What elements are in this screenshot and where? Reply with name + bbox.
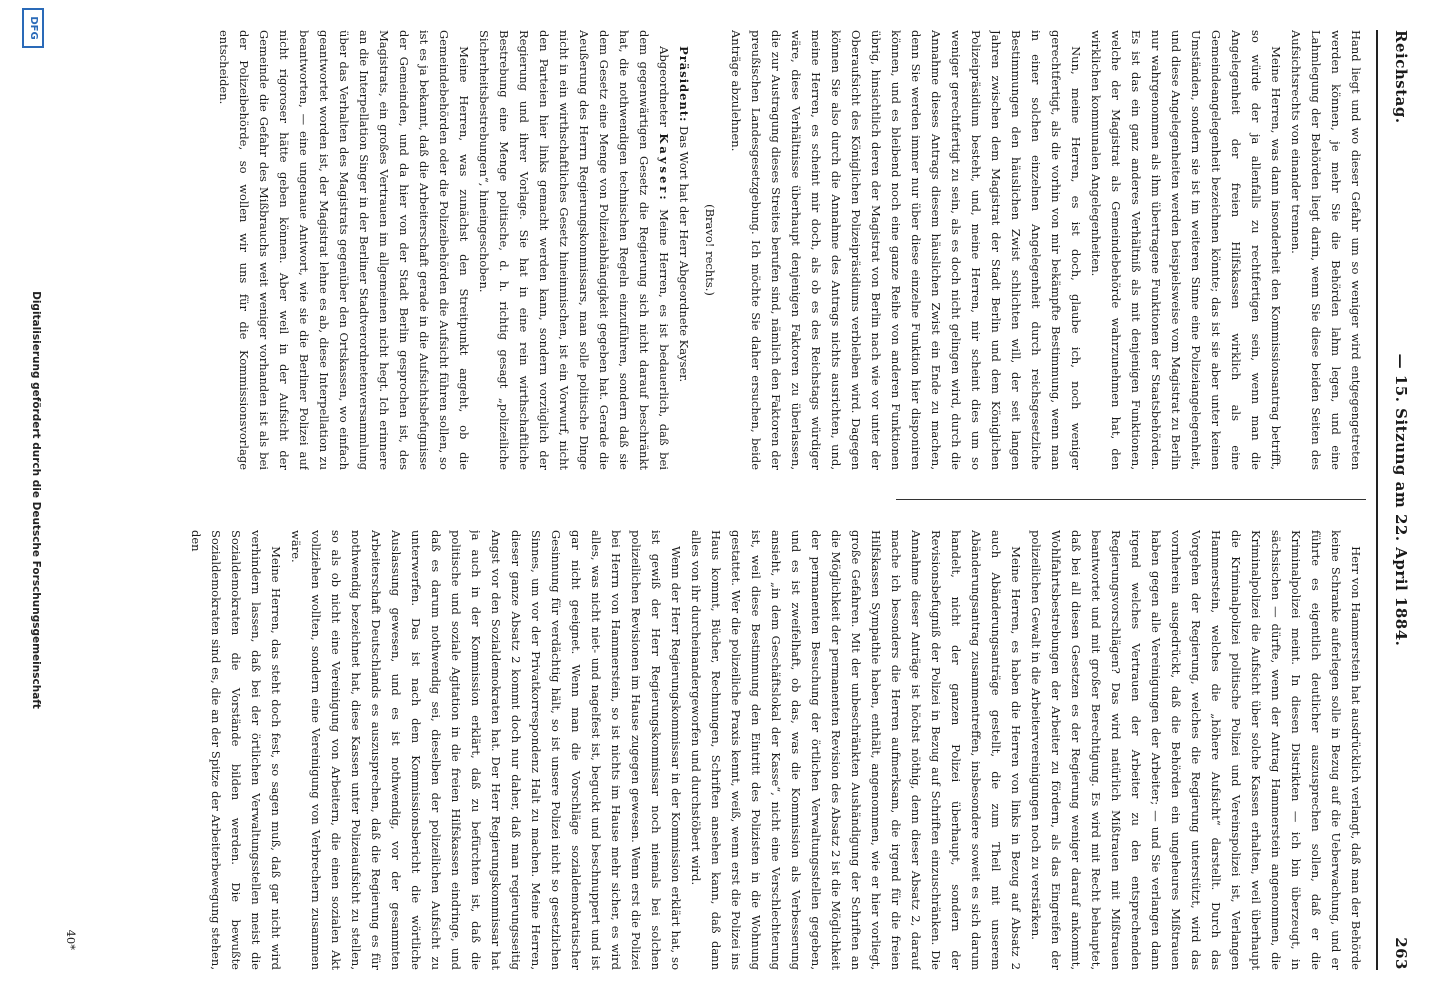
digitization-sidebar	[0, 0, 48, 1000]
paragraph: Wenn der Herr Regierungskommissar in der Kommission erklärt hat, so ist gewiß der Herr Regierungskommissar noch niemals bei solchen polizeilichen Revisionen im Hause zugegen gewesen. Wenn erst die Polizei bei Herrn von Hammerstein, so ist nichts im Hause mehr sicher, es wird alles, was nicht niet- und nagelfest ist, beguckt und beschnuppert und ist gar nicht geeignet. Wenn man die Vorschläge sozialdemokratischer Gesinnung für verdächtig hält, so ist unsere Polizei nicht so gesetzlichen Sinnes, um vor der Privatkorrespondenz Halt zu machen. Meine Herren, dieser ganze Absatz 2 kommt doch nur daher, daß man regierungsseitig Angst vor den Sozialdemokraten hat. Der Herr Regierungskommissar hat ja auch in der Kommission erklärt, daß zu befürchten ist, daß die politische und soziale Agitation in die freien Hilfskassen eindringe, und daß es darum nothwendig sei, dieselben der polizeilichen Aufsicht zu unterwerfen. Das ist nach dem Kommissionsbericht die wörtliche Auslassung gewesen, und es ist nothwendig, vor der gesammten Arbeiterschaft Deutschlands es auszusprechen, daß die Regierung es für nothwendig bezeichnet hat, diese Kassen unter Polizeiaufsicht zu stellen, so als ob nicht eine Vereinigung von Arbeitern, die einen sozialen Akt vollziehen wollten, sondern eine Vereinigung von Verbrechern zusammen wäre.	[289, 530, 683, 970]
header-rule	[1376, 30, 1378, 970]
dfg-credit: Digitalisierung gefördert durch die Deutsche Forschungsgemeinschaft	[30, 291, 42, 709]
right-column	[76, 530, 1366, 970]
dfg-logo[interactable]: DFG	[22, 8, 44, 48]
header-center: — 15. Sitzung am 22. April 1884.	[1392, 353, 1410, 647]
header-left: Reichstag.	[1392, 30, 1410, 124]
column-divider	[896, 499, 1366, 500]
paragraph: Hand liegt und wo dieser Gefahr um so weniger wird entgegengetreten werden können, je mehr Sie die Behörden lahm legen, und eine Lahmlegung der Behörden liegt darin, wenn Sie diese beiden Seiten des Aufsichtsrechts von einander trennen.	[1289, 30, 1363, 470]
paragraph: Meine Herren, es ist bedauerlich, daß bei dem gegenwärtigen Gesetz die Regierung sich nicht darauf beschränkt hat, die nothwendigen technischen Regeln einzuführen, sondern daß sie dem Gesetz eine Menge von Polizeiabhängigkeit gegeben hat. Gerade die Aeußerung des Herrn Regierungskommissars, man solle politische Dinge nicht in ein wirthschaftliches Gesetz hineinmischen, ist ein Vorwurf, nicht den Parteien hier links gemacht werden kann, sondern vorzüglich der Regierung und ihrer Vorlage. Sie hat in eine rein wirthschaftliche Bestrebung eine Menge politische, d. h. richtig gesagt „polizeiliche Sicherheitsbestrebungen“, hineingeschoben.	[477, 30, 671, 470]
paragraph: Nun, meine Herren, es ist doch, glaube ich, noch weniger gerechtfertigt, als die vorhin von mir bekämpfte Bestimmung, wenn man in einer solchen einzelnen Angelegenheit durch reichsgesetzliche Bestimmungen den häuslichen Zwist schlichten will, der seit langen Jahren zwischen dem Magistrat der Stadt Berlin und dem Königlichen Polizeipräsidium besteht, und, meine Herren, mir scheint dies um so weniger gerechtfertigt zu sein, als es doch nicht gelingen wird, durch die Annahme dieses Antrags diesem häuslichen Zwist ein Ende zu machen, denn Sie werden immer nur über diese einzelne Funktion hier disponiren können, und es bleibend noch eine ganze Reihe von anderen Funktionen übrig, hinsichtlich deren der Magistrat von Berlin nach wie vor unter der Oberaufsicht des Königlichen Polizeipräsidiums verbleiben wird. Dagegen können Sie also durch die Annahme des Antrags nichts ausrichten, und, meine Herren, es scheint mir doch, als ob es des Reichstags würdiger wäre, diese Verhältnisse überhaupt denjenigen Faktoren zu überlassen, die zur Austragung dieses Streites berufen sind, nämlich den Faktoren der preußischen Landesgesetzgebung. Ich möchte Sie daher ersuchen, beide Anträge abzulehnen.	[729, 30, 1083, 470]
page-number: 263	[1392, 937, 1410, 970]
kayser-intro: Abgeordneter	[657, 46, 671, 127]
running-header	[1380, 30, 1420, 970]
paragraph: Meine Herren, was dann insonderheit den Kommissionsantrag betrifft, so würde der ja allenfalls zu rechtfertigen sein, wenn man die Angelegenheit der freien Hilfskassen wirklich als eine Gemeindeangelegenheit bezeichnen könnte; das ist sie aber unter keinen Umständen, sondern sie ist im weiteren Sinne eine Polizeiangelegenheit, und diese Angelegenheiten werden beispielsweise vom Magistrat zu Berlin nur wahrgenommen als ihm übertragene Funktionen der Staatsbehörden. Es ist das ein ganz anderes Verhältniß als mit denjenigen Funktionen, welche der Magistrat als Gemeindebehörde wahrzunehmen hat, den wirklichen kommunalen Angelegenheiten.	[1089, 30, 1283, 470]
paragraph: Meine Herren, was zunächst den Streitpunkt angeht, ob die Gemeindebehörden oder die Polizeibehörden die Aufsicht führen sollen, so ist es ja bekannt, daß die Arbeiterschaft gerade in die Aufsichtsbefugnisse der Gemeinden, und da hier von der Stadt Berlin gesprochen ist, des Magistrats, ein großes Vertrauen im allgemeinen nicht hegt. Ich erinnere an die Interpellation Singer in der Berliner Stadtverordnetenversammlung über das Verhalten des Magistrats gegenüber den Ortskassen, wo einfach geantwortet worden ist, der Magistrat lehne es ab, diese Interpellation zu beantworten, — eine ungenaue Antwort, wie sie die Berliner Polizei auf nicht rigoroser hätte geben können. Aber weil in der Aufsicht der Gemeinde die Gefahr des Mißbrauchs weit weniger vorhanden ist als bei der Polizeibehörde, so wollen wir uns für die Kommissionsvorlage entscheiden.	[217, 30, 471, 470]
paragraph: Herr von Hammerstein hat ausdrücklich verlangt, daß man der Behörde keine Schranke auferlegen solle in Bezug auf die Ueberwachung, und er führte es eigentlich deutlicher auszusprechen sollen, daß er die Kriminalpolizei meint. In diesen Distrikten — ich bin überzeugt, in sächsischen — dürfte, wenn der Antrag Hammerstein angenommen, die Kriminalpolizei die Aufsicht über solche Kassen erhalten, weil überhaupt die Kriminalpolizei politische Polizei und Vereinspolizei ist, Verlangen Hammerstein, welches die „höhere Aufsicht“ darstellt. Durch das Vorgehen der Regierung, welches die Regierung unterstützt, wird das vornherein ausgedrückt, daß die Behörden ein ungeheures Mißtrauen haben gegen alle Vereinigungen der Arbeiter; — und Sie verlangen dann irgend welches Vertrauen der Arbeiter zu den entsprechenden Regierungsvorschlägen? Das wird natürlich Mißtrauen mit Mißtrauen beantwortet und mit großer Berechtigung. Es wird mit Recht behauptet, daß bei all diesen Gesetzen es der Regierung weniger darauf ankommt, Wohlfahrtsbestrebungen der Arbeiter zu fördern, als das Eingreifen der polizeilichen Gewalt in die Arbeitervereinigungen noch zu verstärken.	[1029, 530, 1363, 970]
sheet-signature: 40*	[64, 929, 78, 950]
paragraph: Meine Herren, das steht doch fest, so sagen muß, daß gar nicht wird verhindern lassen, daß bei der örtlichen Verwaltungsstellen meist die Sozialdemokraten die Vorstände bilden werden. Die bewußte Sozialdemokraten sind es, die an der Spitze der Arbeiterbewegung stehen, den	[189, 530, 283, 970]
kayser-speaker: Kayser:	[657, 133, 671, 203]
paragraph: Meine Herren, es haben die Herren von links in Bezug auf Absatz 2 auch Abänderungsanträge gestellt, die zum Theil mit unserem Abänderungsantrag zusammentreffen, insbesondere soweit es sich darum handelt, nicht der ganzen Polizei überhaupt, sondern der Revisionsbefugniß der Polizei in Bezug auf Schriften einzuschränken. Die Annahme dieser Anträge ist höchst nöthig, denn dieser Absatz 2, darauf mache ich besonders die Herren aufmerksam, die irgend für die freien Hilfskassen Sympathie haben, enthält, angenommen, wie er hier vorliegt, große Gefahren. Mit der unbeschränkten Aushändigung der Schriften an die Möglichkeit der permanenten Revision des Absatz 2 ist die Möglichkeit der permanenten Besuchung der örtlichen Verwaltungsstellen gegeben, und es ist zweifelhaft, ob das, was die Kommission als Verbesserung ansieht, „in dem Geschäftslokal der Kasse“, nicht eine Verschlechterung ist, weil diese Bestimmung den Eintritt des Polizisten in die Wohnung gestattet. Wer die polizeiliche Praxis kennt, weiß, wenn erst die Polizei ins Haus kommt, Bücher, Rechnungen, Schriften ansehen kann, daß dann alles von ihr durcheinandergeworfen und durchstöbert wird.	[689, 530, 1023, 970]
president-statement: Das Wort hat der Herr Abgeordnete Kayser.	[677, 126, 691, 383]
president-speaker: Präsident:	[677, 46, 691, 123]
left-column	[76, 30, 1366, 470]
applause-note: (Bravo! rechts.)	[703, 204, 717, 296]
